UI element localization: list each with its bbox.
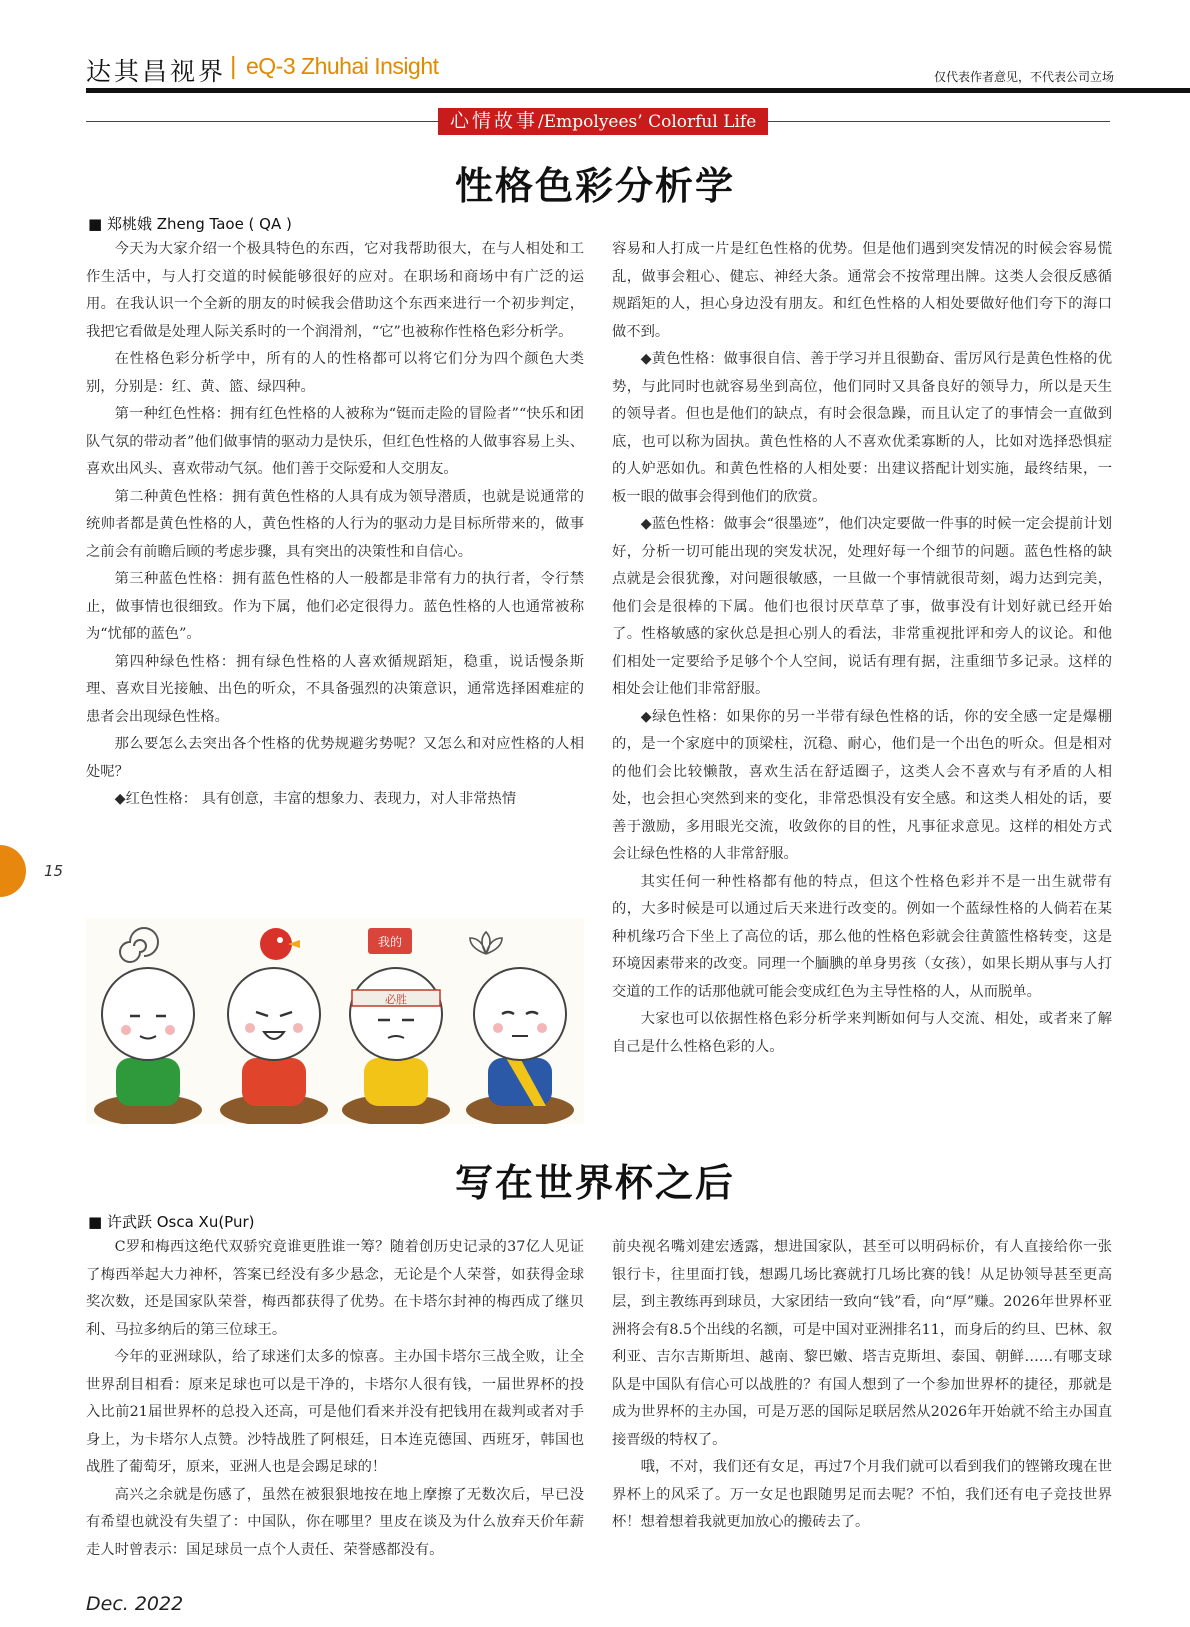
issue-date: Dec. 2022	[86, 1593, 184, 1615]
brand-title-cn: 达其昌视界	[86, 57, 227, 86]
disclaimer: 仅代表作者意见，不代表公司立场	[933, 70, 1114, 84]
paragraph: 前央视名嘴刘建宏透露，想进国家队，甚至可以明码标价，有人直接给你一张银行卡，往里面打钱，想踢几场比赛就打几场比赛的钱！从足协领导甚至更高层，到主教练再到球员，大家团结一致向“钱”看，向“厚”赚。2026年世界杯亚洲将会有8.5个出线的名额，可是中国对亚洲排名11，而身后的约旦、巴林、叙利亚、吉尔吉斯斯坦、越南、黎巴嫩、塔吉克斯坦、泰国、朝鲜……有哪支球队是中国队有信心可以战胜的？有国人想到了一个参加世界杯的捷径，那就是成为世界杯的主办国，可是万恶的国际足联居然从2026年开始就不给主办国直接晋级的特权了。	[612, 1239, 1112, 1448]
paragraph: 第四种绿色性格：拥有绿色性格的人喜欢循规蹈矩，稳重，说话慢条斯理、喜欢目光接触、出色的听众，不具备强烈的决策意识，通常选择困难症的患者会出现绿色性格。	[86, 653, 584, 725]
paragraph: 第二种黄色性格：拥有黄色性格的人具有成为领导潜质，也就是说通常的统帅者都是黄色性格的人，黄色性格的人行为的驱动力是目标所带来的，做事之前会有前瞻后顾的考虑步骤，具有突出的决策性和自信心。	[86, 488, 584, 560]
paragraph: 第三种蓝色性格：拥有蓝色性格的人一般都是非常有力的执行者，令行禁止，做事情也很细致。作为下属，他们必定很得力。蓝色性格的人也通常被称为“忧郁的蓝色”。	[86, 571, 584, 642]
paragraph: 容易和人打成一片是红色性格的优势。但是他们遇到突发情况的时候会容易慌乱，做事会粗心、健忘、神经大条。通常会不按常理出牌。这类人会很反感循规蹈矩的人，担心身边没有朋友。和红色性格的人相处要做好他们夸下的海口做不到。	[612, 241, 1112, 340]
paragraph: 哦，不对，我们还有女足，再过7个月我们就可以看到我们的铿锵玫瑰在世界杯上的风采了。万一女足也跟随男足而去呢？不怕，我们还有电子竞技世界杯！想着想着我就更加放心的搬砖去了。	[612, 1459, 1112, 1530]
section-tag	[438, 108, 768, 135]
paragraph: 今天为大家介绍一个极具特色的东西，它对我帮助很大，在与人相处和工作生活中，与人打交道的时候能够很好的应对。在职场和商场中有广泛的运用。在我认识一个全新的朋友的时候我会借助这个东西来进行一个初步判定，我把它看做是处理人际关系时的一个润滑剂，“它”也被称作性格色彩分析学。	[86, 241, 584, 340]
paragraph: 那么要怎么去突出各个性格的优势规避劣势呢？又怎么和对应性格的人相处呢？	[86, 736, 584, 780]
sign-text: 我的	[377, 935, 403, 949]
brand-separator: |	[230, 52, 237, 80]
paragraph: ◆黄色性格：做事很自信、善于学习并且很勤奋、雷厉风行是黄色性格的优势，与此同时也就容易坐到高位，他们同时又具备良好的领导力，所以是天生的领导者。但也是他们的缺点，有时会很急躁，而且认定了的事情会一直做到底，也可以称为固执。黄色性格的人不喜欢优柔寡断的人，比如对选择恐惧症的人妒恶如仇。和黄色性格的人相处要：出建议搭配计划实施，最终结果，一板一眼的做事会得到他们的欣赏。	[612, 351, 1112, 505]
personality-color-illustration	[86, 918, 584, 1124]
paragraph: 今年的亚洲球队，给了球迷们太多的惊喜。主办国卡塔尔三战全败，让全世界刮目相看：原来足球也可以是干净的，卡塔尔人很有钱，一届世界杯的投入比前21届世界杯的总投入还高，可是他们看来并没有把钱用在裁判或者对手身上，为卡塔尔人点赞。沙特战胜了阿根廷，日本连克德国、西班牙，韩国也战胜了葡萄牙，原来，亚洲人也是会踢足球的！	[86, 1349, 584, 1475]
paragraph: 高兴之余就是伤感了，虽然在被狠狠地按在地上摩擦了无数次后，早已没有希望也就没有失望了：中国队，你在哪里？里皮在谈及为什么放弃天价年薪走人时曾表示：国足球员一点个人责任、荣誉感都没有。	[86, 1486, 584, 1558]
sign-icon	[368, 928, 412, 954]
paragraph: 第一种红色性格：拥有红色性格的人被称为“铤而走险的冒险者”“快乐和团队气氛的带动者”他们做事情的驱动力是快乐，但红色性格的人做事容易上头、喜欢出风头、喜欢带动气氛。他们善于交际爱和人交朋友。	[86, 406, 584, 477]
article2-byline: ■ 许武跃 Osca Xu(Pur)	[88, 1213, 255, 1231]
article1-title: 性格色彩分析学	[454, 163, 735, 208]
article2-left-column	[86, 1234, 584, 1564]
headband-text: 必胜	[385, 993, 407, 1006]
paragraph: ◆绿色性格：如果你的另一半带有绿色性格的话，你的安全感一定是爆棚的，是一个家庭中的顶梁柱，沉稳、耐心，他们是一个出色的听众。但是相对的他们会比较懒散，喜欢生活在舒适圈子，这类人会不喜欢与有矛盾的人相处，也会担心突然到来的变化，非常恐惧没有安全感。和这类人相处的话，要善于激励，多用眼光交流，收敛你的目的性，凡事征求意见。这样的相处方式会让绿色性格的人非常舒服。	[612, 708, 1112, 862]
section-tag-cn: 心情故事	[450, 110, 539, 132]
brand-title-en: eQ-3 Zhuhai Insight	[246, 53, 439, 79]
paragraph: 其实任何一种性格都有他的特点，但这个性格色彩并不是一出生就带有的，大多时候是可以通过后天来进行改变的。例如一个蓝绿性格的人倘若在某种机缘巧合下坐上了高位的话，那么他的性格色彩就会往黄篮性格转变，这是环境因素带来的改变。同理一个腼腆的单身男孩（女孩），如果长期从事与人打交道的工作的话那他就可能会变成红色为主导性格的人，从而脱单。	[612, 873, 1112, 1000]
article2-right-column	[612, 1234, 1112, 1537]
page-number: 15	[44, 862, 64, 880]
header-rule	[86, 88, 1190, 93]
article2-title: 写在世界杯之后	[454, 1160, 735, 1205]
paragraph: C罗和梅西这绝代双骄究竟谁更胜谁一筹？随着创历史记录的37亿人见证了梅西举起大力神杯，答案已经没有多少悬念，无论是个人荣誉，如获得金球奖次数，还是国家队荣誉，梅西都获得了优势。在卡塔尔封神的梅西成了继贝利、马拉多纳后的第三位球王。	[86, 1239, 584, 1338]
section-tag-en: /Empolyees’ Colorful Life	[538, 112, 757, 132]
paragraph: ◆红色性格： 具有创意，丰富的想象力、表现力，对人非常热情	[114, 791, 517, 807]
article1-right-column	[612, 236, 1112, 1061]
article1-byline: ■ 郑桃娥 Zheng Taoe ( QA )	[88, 215, 292, 233]
page-number-tab	[0, 845, 26, 897]
paragraph: ◆蓝色性格：做事会“很墨迹”，他们决定要做一件事的时候一定会提前计划好，分析一切可能出现的突发状况，处理好每一个细节的问题。蓝色性格的缺点就是会很犹豫，对问题很敏感，一旦做一个事情就很苛刻，竭力达到完美，他们会是很棒的下属。他们也很讨厌草草了事，做事没有计划好就已经开始了。性格敏感的家伙总是担心别人的看法，非常重视批评和旁人的议论。和他们相处一定要给予足够个个人空间，说话有理有据，注重细节多记录。这样的相处会让他们非常舒服。	[612, 516, 1112, 697]
article1-left-column	[86, 236, 584, 814]
paragraph: 在性格色彩分析学中，所有的人的性格都可以将它们分为四个颜色大类别，分别是：红、黄、篮、绿四种。	[86, 351, 584, 395]
paragraph: 大家也可以依据性格色彩分析学来判断如何与人交流、相处，或者来了解自己是什么性格色彩的人。	[612, 1011, 1112, 1055]
